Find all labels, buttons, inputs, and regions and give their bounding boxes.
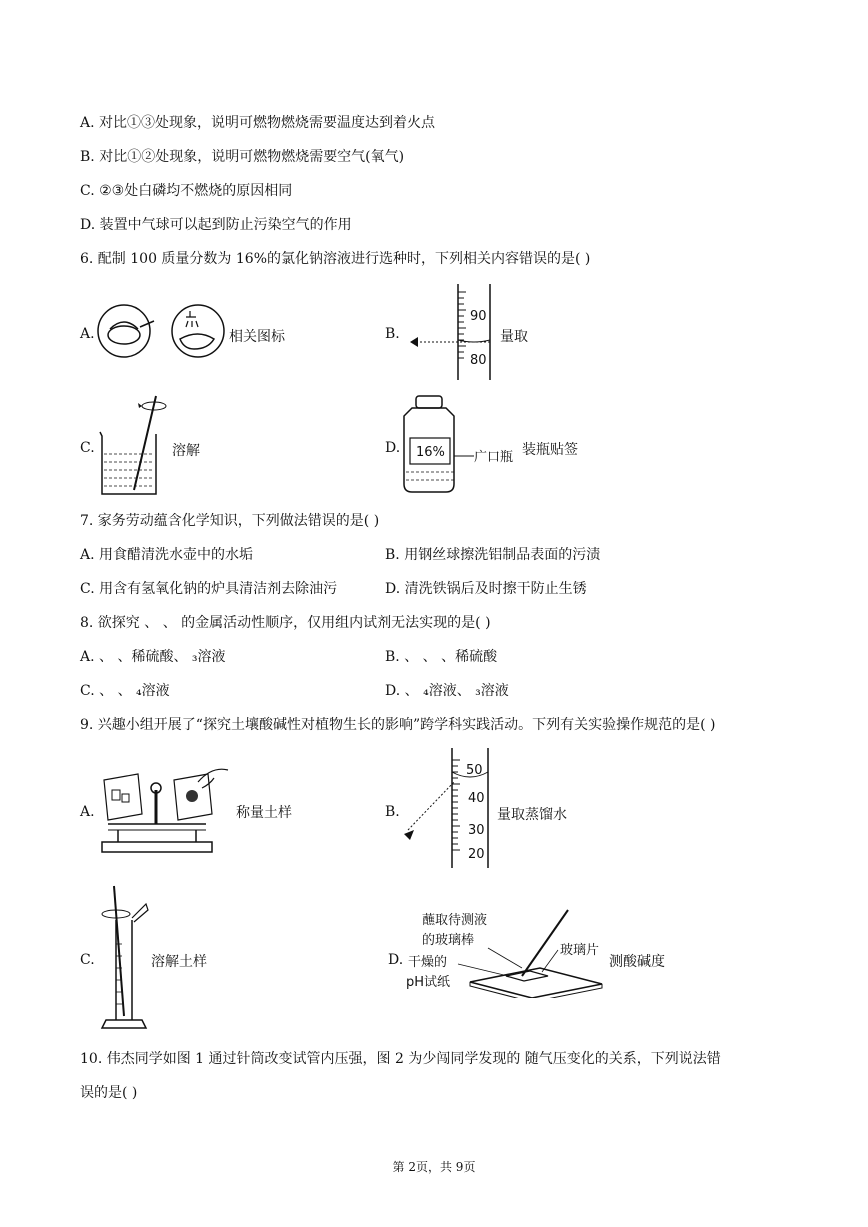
- q6-b-tick-80: 80: [470, 353, 487, 368]
- q9-b-cylinder: [398, 746, 492, 870]
- q7-option-b: B. 用钢丝球擦洗铝制品表面的污渍: [385, 547, 601, 563]
- q9-d-callout3: 玻璃片: [560, 943, 600, 958]
- q9-d-callout2: 的玻璃棒: [422, 933, 475, 948]
- goggles-icon: [98, 305, 150, 357]
- q8-stem: 8. 欲探究 、 、 的金属活动性顺序，仅用组内试剂无法实现的是( ): [80, 615, 491, 631]
- q10-line1: 10. 伟杰同学如图 1 通过针筒改变试管内压强，图 2 为少闯同学发现的 随气压变化的关系，下列说法错: [80, 1051, 721, 1067]
- q9-c-letter: C.: [80, 952, 95, 968]
- q6-a-letter: A.: [80, 326, 95, 342]
- q7-option-d: D. 清洗铁锅后及时擦干防止生锈: [385, 581, 587, 597]
- q5-option-c: C. ②③处白磷均不燃烧的原因相同: [80, 183, 293, 199]
- q9-b-text: 量取蒸馏水: [497, 807, 567, 823]
- q6-a-icons: [96, 303, 228, 359]
- q6-d-label: 16%: [416, 445, 445, 460]
- q9-a-letter: A.: [80, 804, 95, 820]
- q6-b-tick-90: 90: [470, 309, 487, 324]
- q6-stem: 6. 配制 100 质量分数为 16%的氯化钠溶液进行选种时，下列相关内容错误的是( ): [80, 251, 591, 267]
- q9-d-callout5: pH试纸: [406, 975, 451, 990]
- q9-a-balance: [98, 760, 234, 858]
- q10-line2: 误的是( ): [80, 1085, 138, 1101]
- q9-b-tick-30: 30: [468, 823, 485, 838]
- q8-option-d: D. 、 ₄溶液、 ₃溶液: [385, 683, 509, 699]
- q9-b-tick-40: 40: [468, 791, 485, 806]
- q8-option-c: C. 、 、 ₄溶液: [80, 683, 170, 699]
- q9-d-callout1: 蘸取待测液: [422, 913, 488, 928]
- q9-b-tick-50: 50: [466, 763, 483, 778]
- q9-b-letter: B.: [385, 804, 400, 820]
- q9-d-callout4: 干燥的: [408, 955, 448, 970]
- q8-option-b: B. 、 、 、稀硫酸: [385, 649, 498, 665]
- q6-c-letter: C.: [80, 440, 95, 456]
- q7-option-a: A. 用食醋清洗水壶中的水垢: [80, 547, 254, 563]
- q6-b-text: 量取: [500, 329, 528, 345]
- q9-a-text: 称量土样: [236, 805, 292, 821]
- q6-b-letter: B.: [385, 326, 400, 342]
- q9-b-tick-20: 20: [468, 847, 485, 862]
- q9-c-text: 溶解土样: [151, 954, 207, 970]
- q6-d-jar: [398, 394, 522, 494]
- page-footer: 第 2页，共 9页: [392, 1160, 476, 1174]
- q6-b-cylinder: [400, 282, 500, 382]
- q8-option-a: A. 、 、稀硫酸、 ₃溶液: [80, 649, 226, 665]
- q7-option-c: C. 用含有氢氧化钠的炉具清洁剂去除油污: [80, 581, 338, 597]
- q6-c-text: 溶解: [172, 443, 200, 459]
- q9-d-ph-test: [404, 906, 614, 998]
- q6-d-callout: 广口瓶: [474, 450, 514, 465]
- q9-stem: 9. 兴趣小组开展了“探究土壤酸碱性对植物生长的影响”跨学科实践活动。下列有关实验操作规范的是( ): [80, 717, 716, 733]
- q7-stem: 7. 家务劳动蕴含化学知识，下列做法错误的是( ): [80, 513, 380, 529]
- q5-option-a: A. 对比①③处现象，说明可燃物燃烧需要温度达到着火点: [80, 115, 436, 131]
- q5-option-d: D. 装置中气球可以起到防止污染空气的作用: [80, 217, 352, 233]
- q9-d-text: 测酸碱度: [609, 954, 665, 970]
- q6-c-beaker: [94, 392, 172, 498]
- q5-option-b: B. 对比①②处现象，说明可燃物燃烧需要空气(氧气): [80, 149, 405, 165]
- q9-d-letter: D.: [388, 952, 404, 968]
- q6-d-text: 装瓶贴签: [522, 442, 578, 458]
- q6-a-text: 相关图标: [229, 329, 285, 345]
- q9-c-cylinder: [96, 884, 156, 1032]
- q6-d-letter: D.: [385, 440, 401, 456]
